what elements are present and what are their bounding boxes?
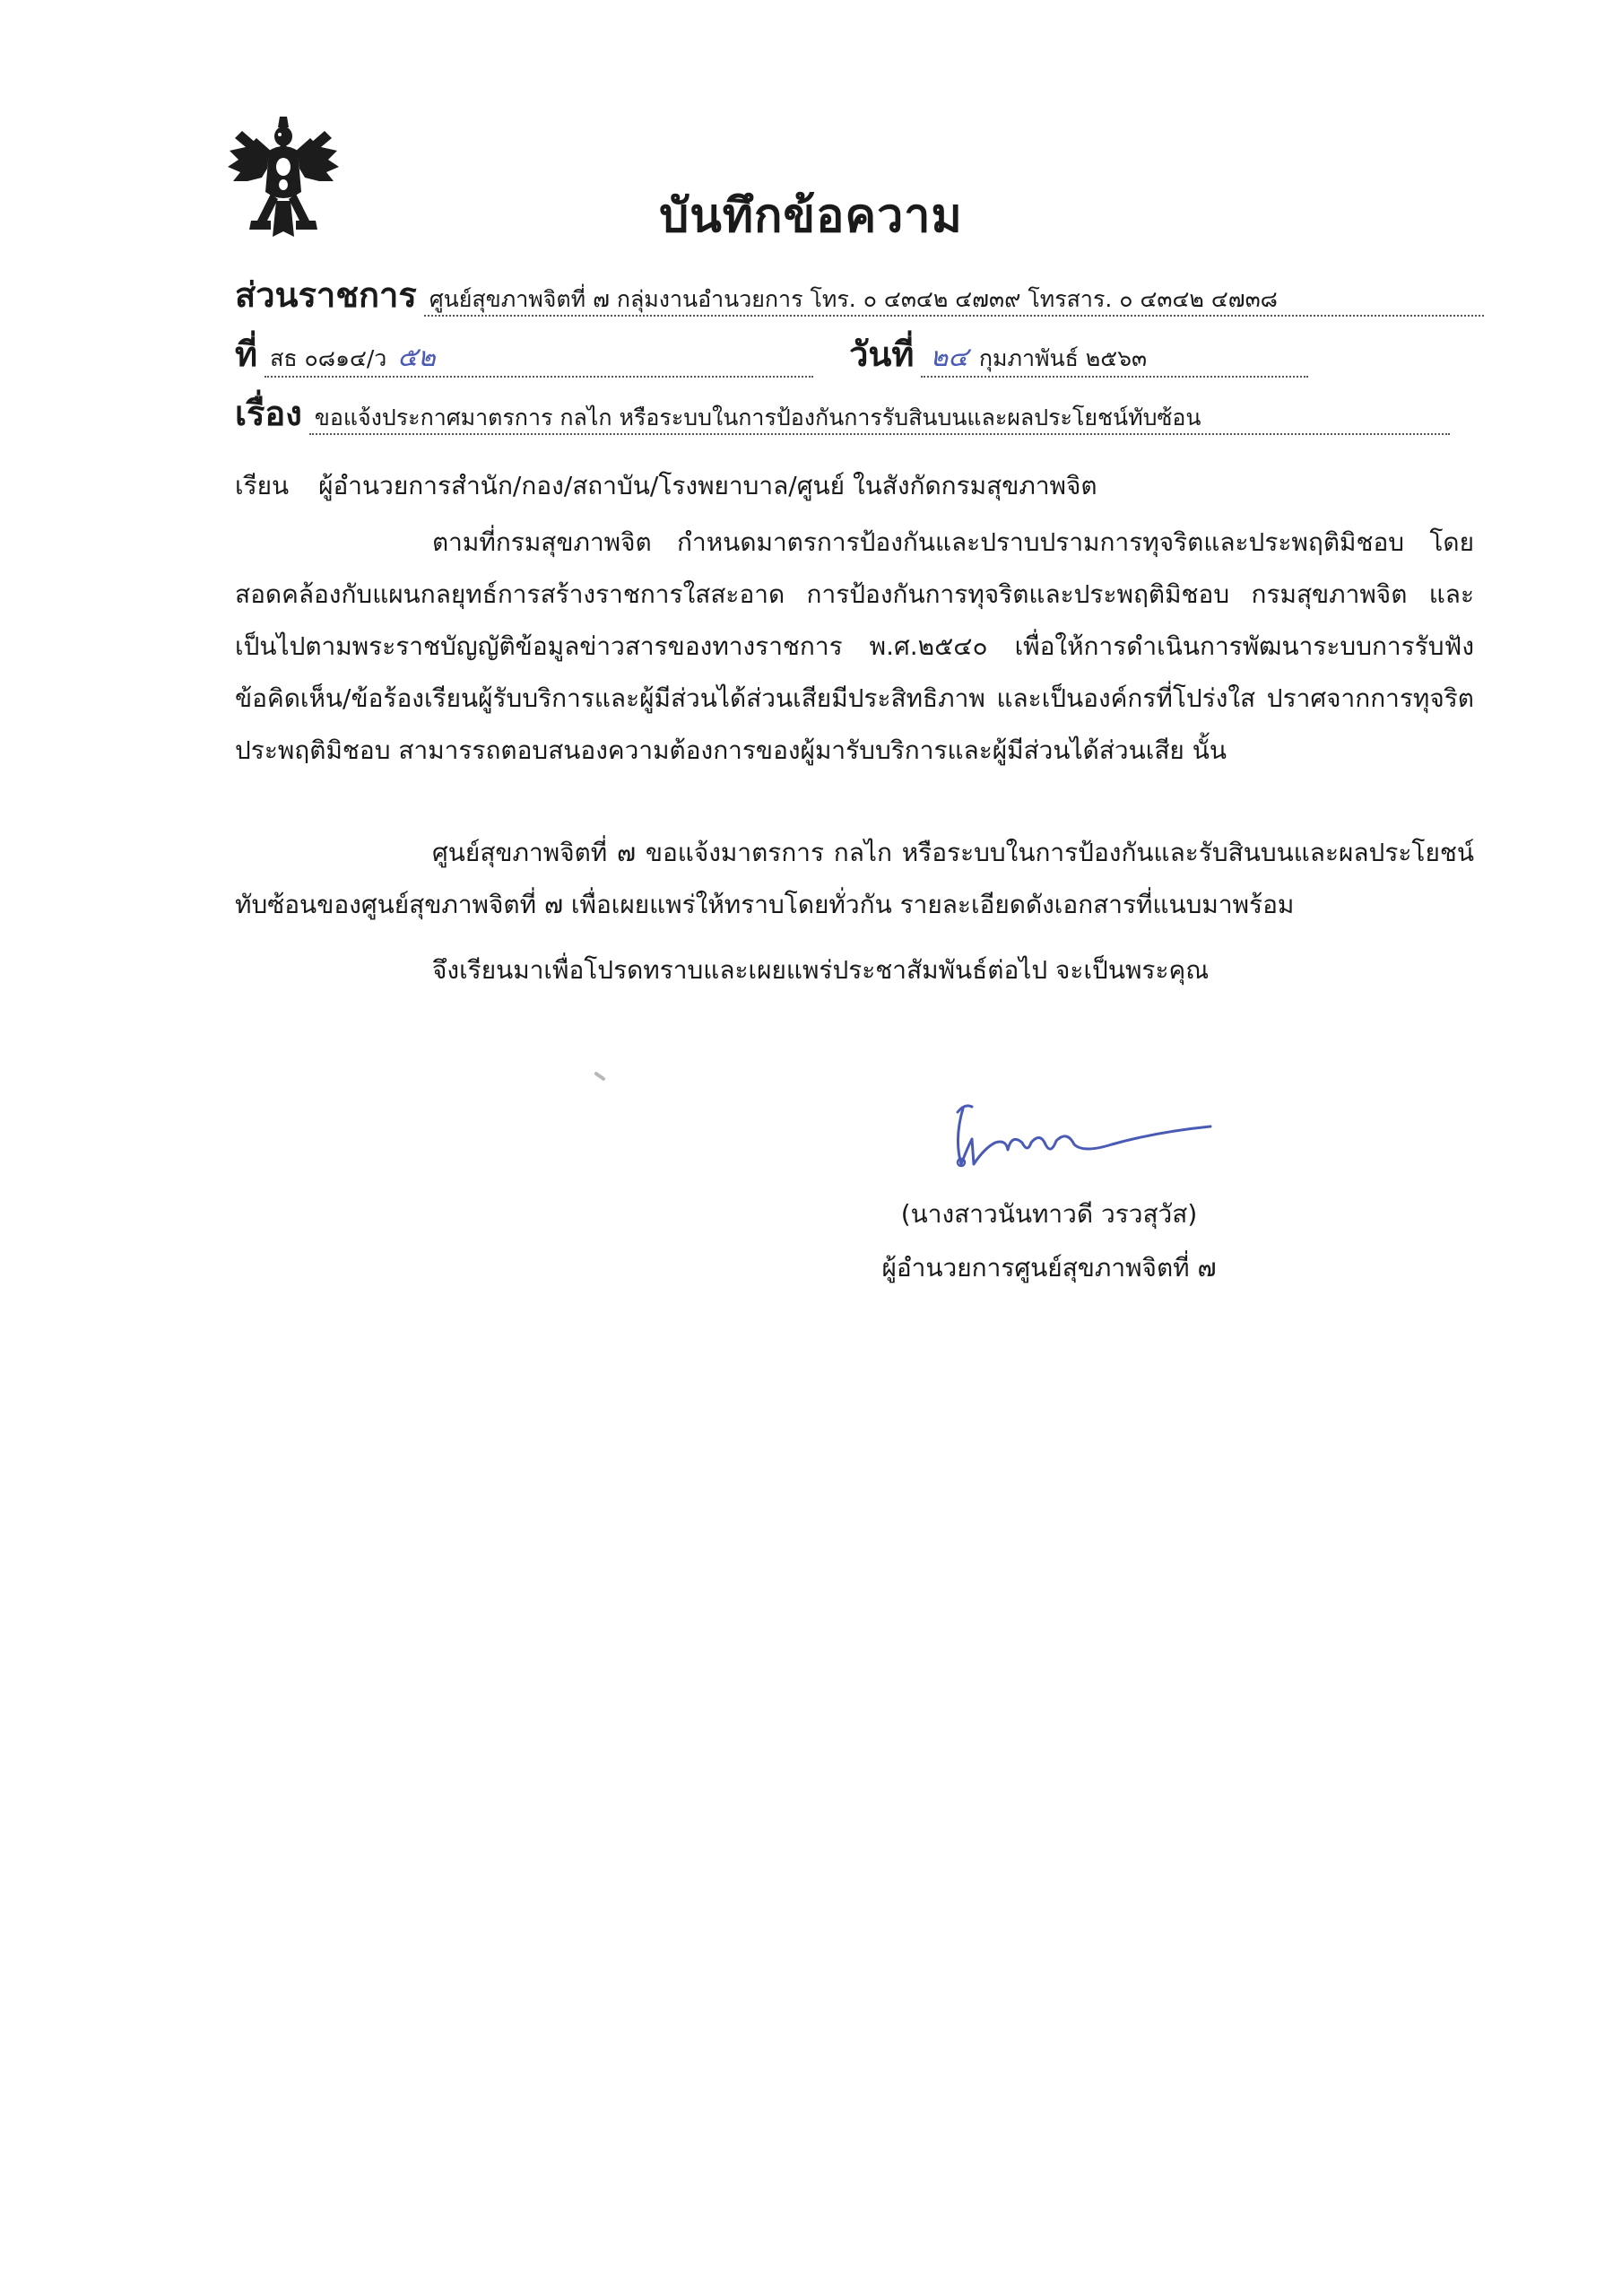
- subject-label: เรื่อง: [235, 394, 302, 433]
- reference-handwritten: ๕๒: [397, 342, 436, 373]
- date-label: วันที่: [849, 335, 915, 374]
- reference-row: [235, 326, 1308, 381]
- agency-label: ส่วนราชการ: [235, 275, 417, 315]
- reference-value-field: [265, 342, 813, 378]
- date-handwritten: ๒๔: [930, 342, 968, 373]
- salutation: [235, 466, 1097, 506]
- date-value: กุมภาพันธ์ ๒๕๖๓: [978, 345, 1148, 371]
- salutation-label: เรียน: [235, 471, 290, 500]
- subject-row: [235, 386, 1450, 440]
- closing-line: จึงเรียนมาเพื่อโปรดทราบและเผยแพร่ประชาสัมพันธ์ต่อไป จะเป็นพระคุณ: [432, 955, 1210, 985]
- salutation-value: ผู้อำนวยการสำนัก/กอง/สถาบัน/โรงพยาบาล/ศูนย์ ในสังกัดกรมสุขภาพจิต: [318, 471, 1097, 500]
- handwritten-signature: [941, 1085, 1237, 1175]
- reference-value: สธ ๐๘๑๔/ว: [270, 345, 387, 371]
- document-title: บันทึกข้อความ: [659, 189, 963, 243]
- date-value-field: [921, 342, 1308, 378]
- agency-value: ศูนย์สุขภาพจิตที่ ๗ กลุ่มงานอำนวยการ โทร. ๐ ๔๓๔๒ ๔๗๓๙ โทรสาร. ๐ ๔๓๔๒ ๔๗๓๘: [424, 286, 1484, 317]
- subject-value: ขอแจ้งประกาศมาตรการ กลไก หรือระบบในการป้องกันการรับสินบนและผลประโยชน์ทับซ้อน: [309, 404, 1450, 435]
- reference-label: ที่: [235, 335, 258, 374]
- body-paragraph-2: ศูนย์สุขภาพจิตที่ ๗ ขอแจ้งมาตรการ กลไก หรือระบบในการป้องกันและรับสินบนและผลประโยชน์ทับซ้อนของศูนย์สุขภาพจิตที่ ๗ เพื่อเผยแพร่ให้ทราบโดยทั่วกัน รายละเอียดดังเอกสารที่แนบมาพร้อม: [235, 838, 1474, 919]
- agency-row: [235, 267, 1484, 322]
- signer-name: (นางสาวนันทาวดี วรวสุวัส): [900, 1199, 1198, 1229]
- signer-position: ผู้อำนวยการศูนย์สุขภาพจิตที่ ๗: [881, 1253, 1217, 1283]
- body-paragraph-1: ตามที่กรมสุขภาพจิต กำหนดมาตรการป้องกันและปราบปรามการทุจริตและประพฤติมิชอบ โดยสอดคล้องกับแผนกลยุทธ์การสร้างราชการใสสะอาด การป้องกันการทุจริตและประพฤติมิชอบ กรมสุขภาพจิต และเป็นไปตามพระราชบัญญัติข้อมูลข่าวสารของทางราชการ พ.ศ.๒๕๔๐ เพื่อให้การดำเนินการพัฒนาระบบการรับฟังข้อคิดเห็น/ข้อร้องเรียนผู้รับบริการและผู้มีส่วนได้ส่วนเสียมีประสิทธิภาพ และเป็นองค์กรที่โปร่งใส ปราศจากการทุจริต ประพฤติมิชอบ สามารรถตอบสนองความต้องการของผู้มารับบริการและผู้มีส่วนได้ส่วนเสีย นั้น: [235, 527, 1474, 765]
- scan-speck: [594, 1071, 606, 1081]
